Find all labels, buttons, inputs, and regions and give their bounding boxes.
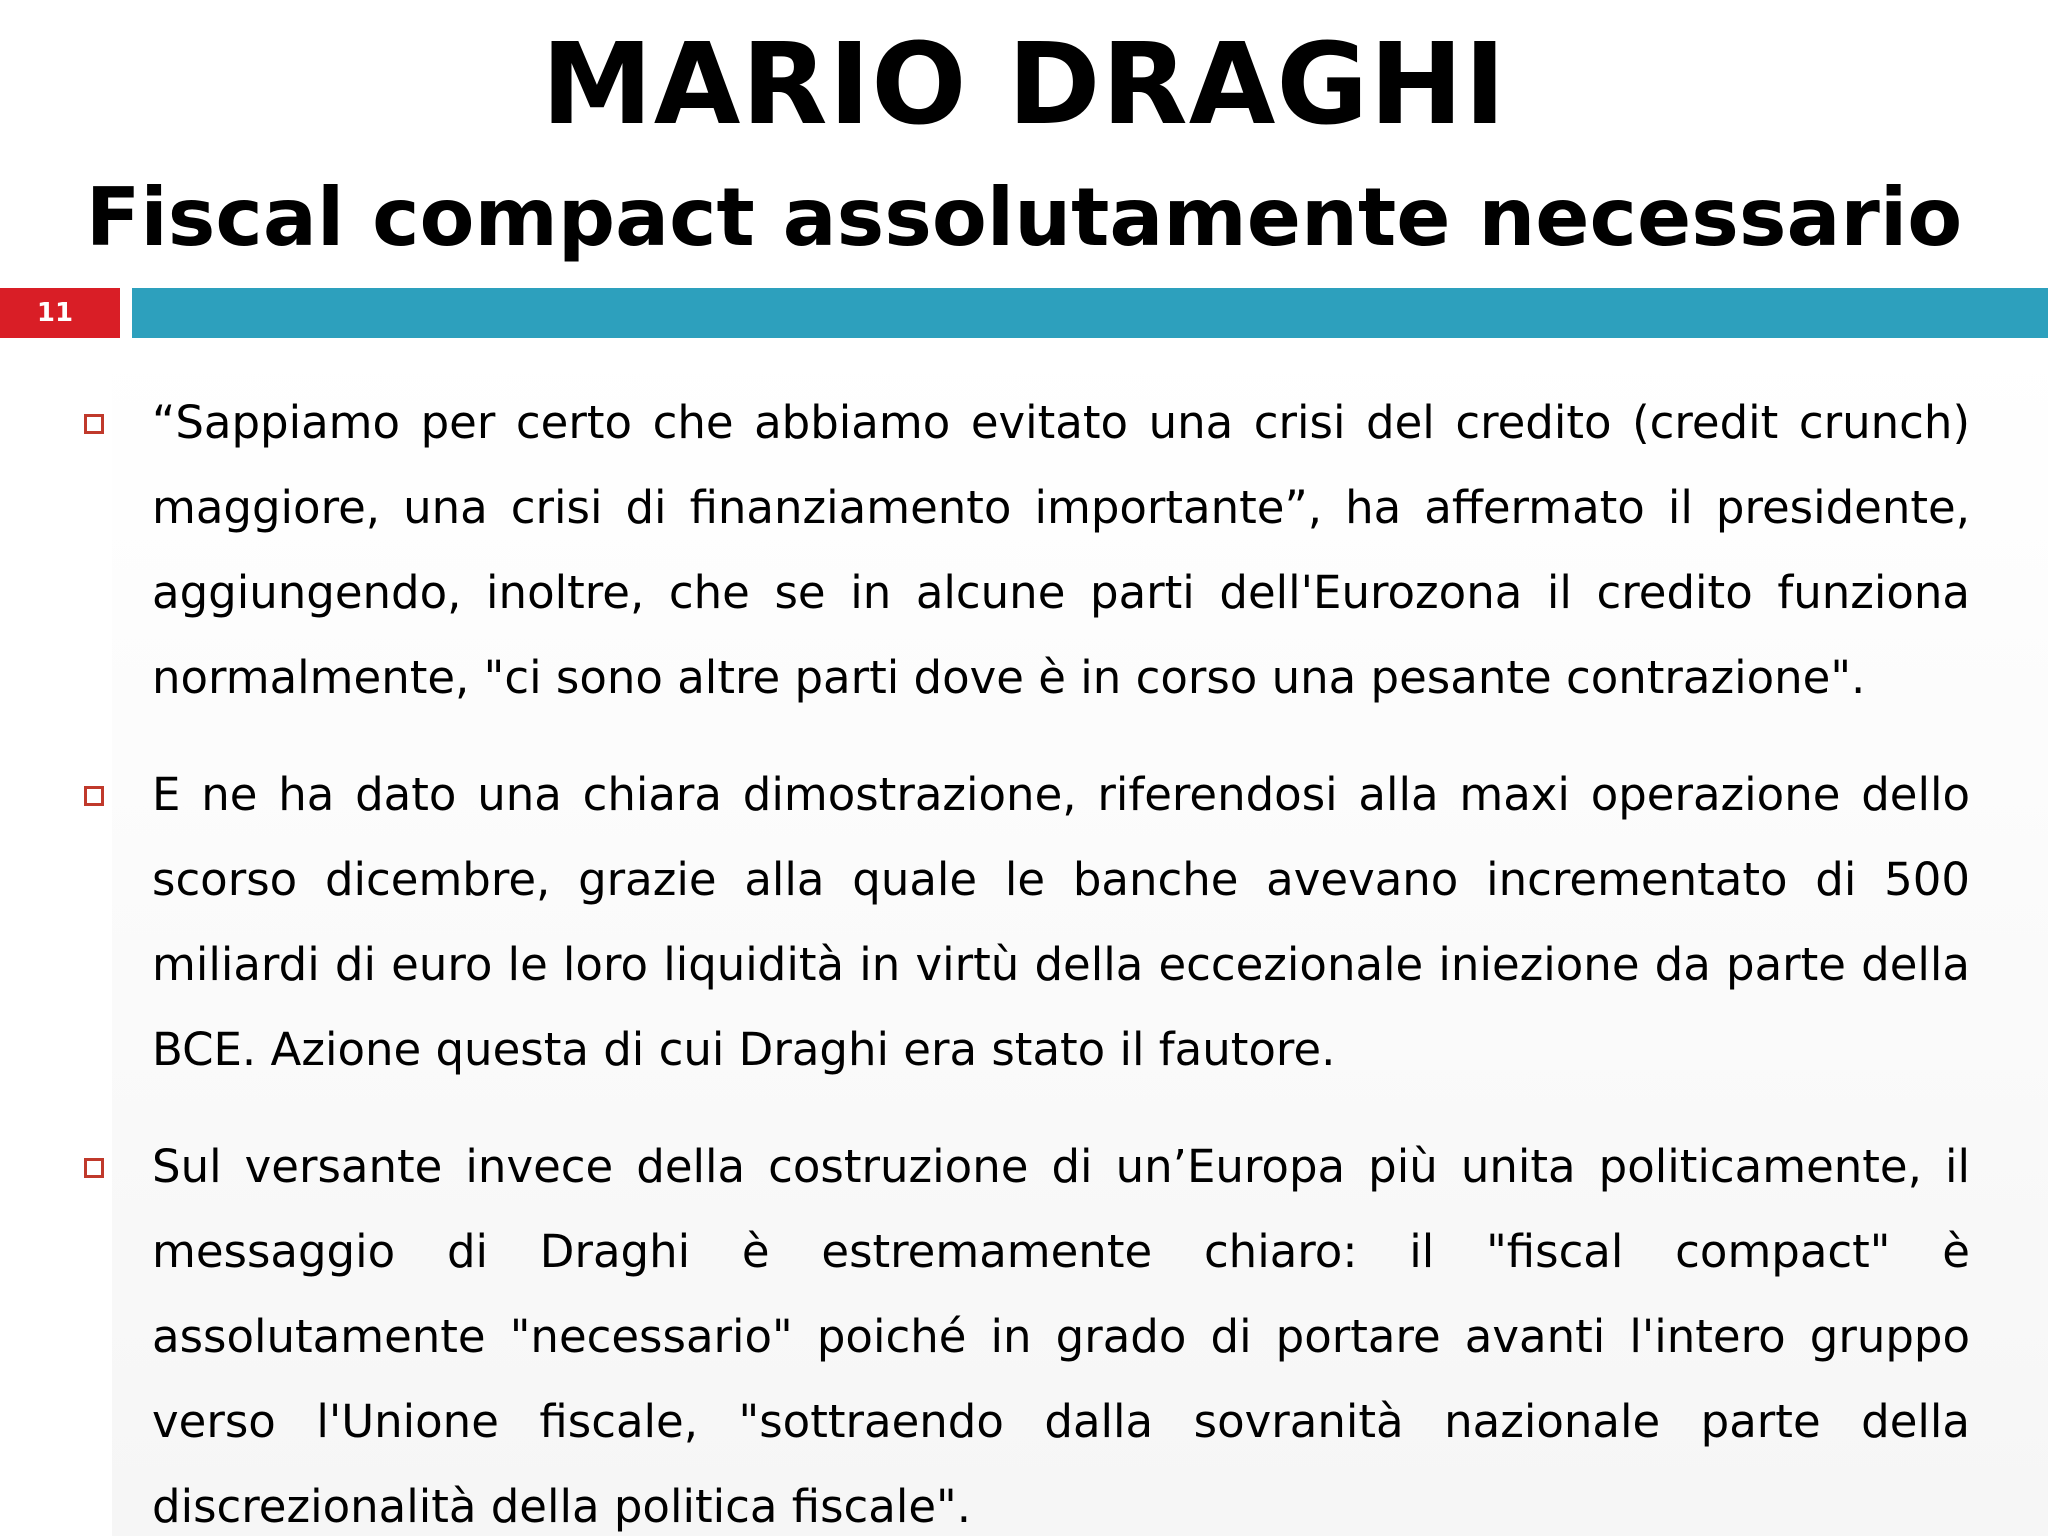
bullet-text: “Sappiamo per certo che abbiamo evitato una crisi del credito (credit crunch) maggiore, una crisi di finanziamento importante”, ha affermato il presidente, aggiungendo, inoltre, che se in alcune parti dell'Eurozona il credito funziona normalmente, "ci sono altre parti dove è in corso una pesante contrazione". — [152, 396, 1970, 704]
square-bullet-icon — [84, 786, 104, 806]
slide-number: 11 — [36, 298, 74, 328]
bullet-item — [0, 752, 2048, 1092]
header-divider-bar — [132, 288, 2048, 338]
bullet-item — [0, 1124, 2048, 1536]
slide-subtitle: Fiscal compact assolutamente necessario — [85, 171, 1963, 264]
bullet-item — [0, 380, 2048, 720]
square-bullet-icon — [84, 1158, 104, 1178]
slide-title: MARIO DRAGHI — [541, 20, 1507, 150]
bullet-list — [0, 380, 2048, 1536]
bullet-text: E ne ha dato una chiara dimostrazione, riferendosi alla maxi operazione dello scorso dicembre, grazie alla quale le banche avevano incrementato di 500 miliardi di euro le loro liquidità in virtù della eccezionale iniezione da parte della BCE. Azione questa di cui Draghi era stato il fautore. — [152, 768, 1970, 1076]
bullet-text: Sul versante invece della costruzione di un’Europa più unita politicamente, il messaggio di Draghi è estremamente chiaro: il "fiscal compact" è assolutamente "necessario" poiché in grado di portare avanti l'intero gruppo verso l'Unione fiscale, "sottraendo dalla sovranità nazionale parte della discrezionalità della politica fiscale". — [152, 1140, 1970, 1533]
square-bullet-icon — [84, 414, 104, 434]
slide-number-badge — [0, 288, 120, 338]
